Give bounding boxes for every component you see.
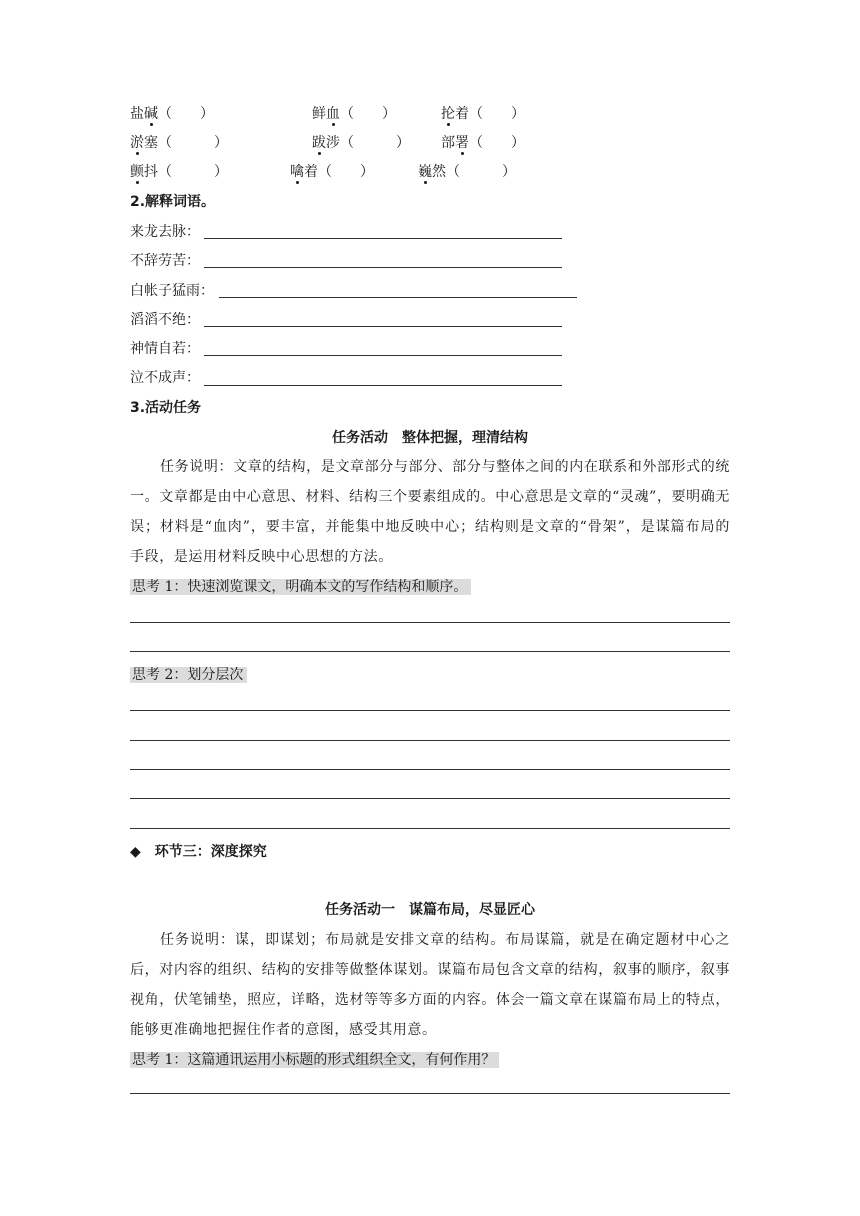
answer-line[interactable]: [130, 710, 730, 711]
pinyin-item: 淤塞（ ）: [130, 135, 228, 151]
answer-line[interactable]: [219, 297, 577, 298]
dotted-char: 血: [326, 106, 340, 122]
pinyin-item: 部署（ ）: [441, 135, 525, 151]
answer-blank: （ ）: [318, 164, 374, 180]
diamond-bullet-icon: ◆: [130, 844, 141, 860]
dotted-char: 巍: [418, 164, 432, 180]
answer-blank: （ ）: [469, 135, 525, 151]
task-title: 任务活动一 谋篇布局，尽显匠心: [325, 902, 535, 918]
dotted-char: 颤: [130, 164, 144, 180]
answer-blank: （ ）: [158, 106, 214, 122]
answer-line[interactable]: [204, 326, 562, 327]
answer-line[interactable]: [130, 1093, 730, 1094]
answer-blank: （ ）: [446, 164, 516, 180]
vocab-term: 滔滔不绝：: [130, 312, 200, 328]
answer-line[interactable]: [130, 740, 730, 741]
think-question-text: 思考 1：快速浏览课文，明确本文的写作结构和顺序。: [130, 579, 471, 595]
pinyin-item: 盐碱（ ）: [130, 106, 214, 122]
answer-blank: （ ）: [469, 106, 525, 122]
answer-line[interactable]: [204, 267, 562, 268]
answer-line[interactable]: [130, 651, 730, 652]
answer-blank: （ ）: [158, 135, 228, 151]
vocab-term: 泣不成声：: [130, 370, 200, 386]
answer-blank: （ ）: [158, 164, 228, 180]
vocab-term: 神情自若：: [130, 341, 200, 357]
dotted-char: 署: [455, 135, 469, 151]
task-description: 任务说明：谋，即谋划；布局就是安排文章的结构。布局谋篇，就是在确定题材中心之后，对内容的组织、结构的安排等做整体谋划。谋篇布局包含文章的结构，叙事的顺序，叙事视角，伏笔铺垫，照应，详略，选材等等多方面的内容。体会一篇文章在谋篇布局上的特点，能够更准确地把握住作者的意图，感受其用意。: [130, 932, 730, 1038]
answer-line[interactable]: [130, 622, 730, 623]
answer-line[interactable]: [204, 355, 562, 356]
answer-blank: （ ）: [340, 135, 410, 151]
answer-line[interactable]: [130, 828, 730, 829]
answer-line[interactable]: [130, 798, 730, 799]
vocab-term: 来龙去脉：: [130, 224, 200, 240]
task-description: 任务说明：文章的结构，是文章部分与部分、部分与整体之间的内在联系和外部形式的统一。文章都是由中心意思、材料、结构三个要素组成的。中心意思是文章的“灵魂”，要明确无误；材料是“血肉”，要丰富，并能集中地反映中心；结构则是文章的“骨架”，是谋篇布局的手段，是运用材料反映中心思想的方法。: [130, 459, 730, 565]
dotted-char: 抡: [441, 106, 455, 122]
think-question: [130, 577, 471, 597]
task-title: 任务活动 整体把握，理清结构: [332, 430, 528, 446]
section-heading: [130, 842, 267, 862]
pinyin-item: 跋涉（ ）: [312, 135, 410, 151]
think-question: [130, 665, 247, 685]
section-heading-text: 环节三：深度探究: [154, 844, 267, 860]
think-question: [130, 1050, 499, 1070]
section-heading: 2.解释词语。: [130, 194, 216, 210]
answer-line[interactable]: [204, 385, 562, 386]
section-heading: 3.活动任务: [130, 400, 202, 416]
think-question-text: 思考 1：这篇通讯运用小标题的形式组织全文，有何作用？: [130, 1052, 499, 1068]
pinyin-item: 抡着（ ）: [441, 106, 525, 122]
dotted-char: 碱: [144, 106, 158, 122]
dotted-char: 跋: [312, 135, 326, 151]
pinyin-item: 巍然（ ）: [418, 164, 516, 180]
answer-line[interactable]: [130, 769, 730, 770]
think-question-text: 思考 2：划分层次: [130, 667, 247, 683]
dotted-char: 噙: [290, 164, 304, 180]
pinyin-item: 颤抖（ ）: [130, 164, 228, 180]
dotted-char: 淤: [130, 135, 144, 151]
vocab-term: 白帐子猛雨：: [130, 283, 214, 299]
pinyin-item: 鲜血（ ）: [312, 106, 396, 122]
pinyin-item: 噙着（ ）: [290, 164, 374, 180]
answer-blank: （ ）: [340, 106, 396, 122]
vocab-term: 不辞劳苦：: [130, 253, 200, 269]
answer-line[interactable]: [204, 238, 562, 239]
